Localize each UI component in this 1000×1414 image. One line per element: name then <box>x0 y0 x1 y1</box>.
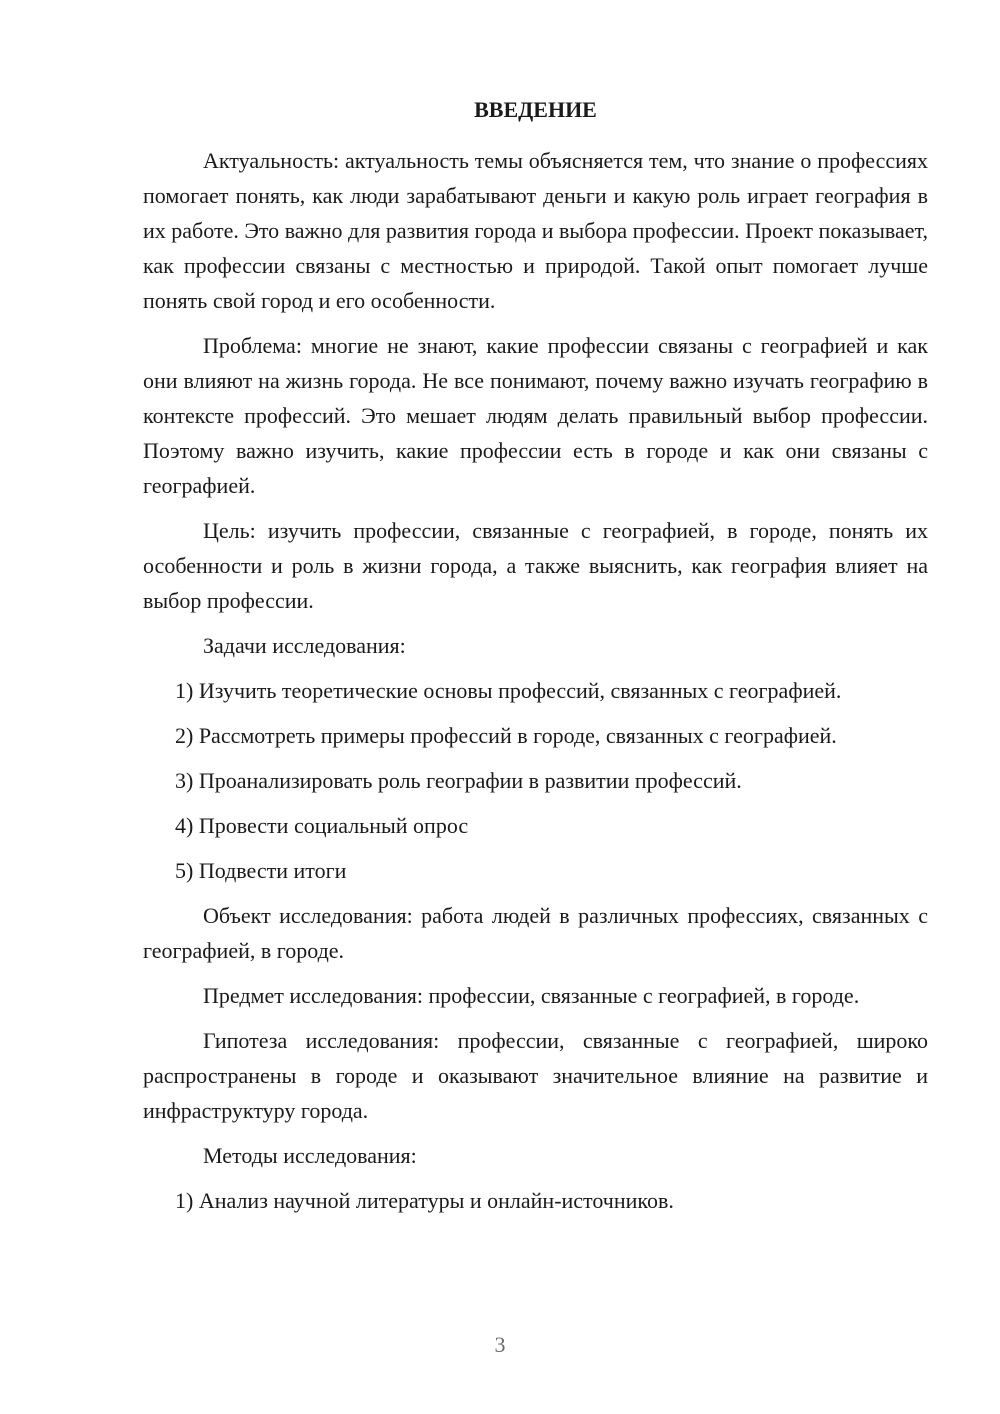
object-paragraph: Объект исследования: работа людей в различных профессиях, связанных с географией, в городе. <box>143 903 928 963</box>
goal-paragraph: Цель: изучить профессии, связанные с географией, в городе, понять их особенности и роль в жизни города, а также выяснить, как география влияет на выбор профессии. <box>143 518 928 613</box>
hypothesis-paragraph: Гипотеза исследования: профессии, связанные с географией, широко распространены в городе и оказывают значительное влияние на развитие и инфраструктуру города. <box>143 1028 928 1123</box>
task-item-5: 5) Подвести итоги <box>175 858 347 883</box>
methods-heading: Методы исследования: <box>203 1143 417 1168</box>
method-item-1: 1) Анализ научной литературы и онлайн-источников. <box>175 1188 674 1213</box>
problem-paragraph: Проблема: многие не знают, какие профессии связаны с географией и как они влияют на жизнь города. Не все понимают, почему важно изучать географию в контексте профессий. Это мешает людям делать правильный выбор профессии. Поэтому важно изучить, какие профессии есть в городе и как они связаны с географией. <box>143 333 928 498</box>
task-item-1: 1) Изучить теоретические основы профессий, связанных с географией. <box>175 678 842 703</box>
document-page <box>143 95 928 1228</box>
page-number: 3 <box>494 1332 506 1357</box>
page-title: ВВЕДЕНИЕ <box>474 97 597 122</box>
subject-paragraph: Предмет исследования: профессии, связанные с географией, в городе. <box>203 983 860 1008</box>
task-item-4: 4) Провести социальный опрос <box>175 813 469 838</box>
task-item-2: 2) Рассмотреть примеры профессий в городе, связанных с географией. <box>175 723 837 748</box>
task-item-3: 3) Проанализировать роль географии в развитии профессий. <box>175 768 742 793</box>
tasks-heading: Задачи исследования: <box>203 633 406 658</box>
relevance-paragraph: Актуальность: актуальность темы объясняется тем, что знание о профессиях помогает понять, как люди зарабатывают деньги и какую роль играет география в их работе. Это важно для развития города и выбора профессии. Проект показывает, как профессии связаны с местностью и природой. Такой опыт помогает лучше понять свой город и его особенности. <box>143 148 928 313</box>
